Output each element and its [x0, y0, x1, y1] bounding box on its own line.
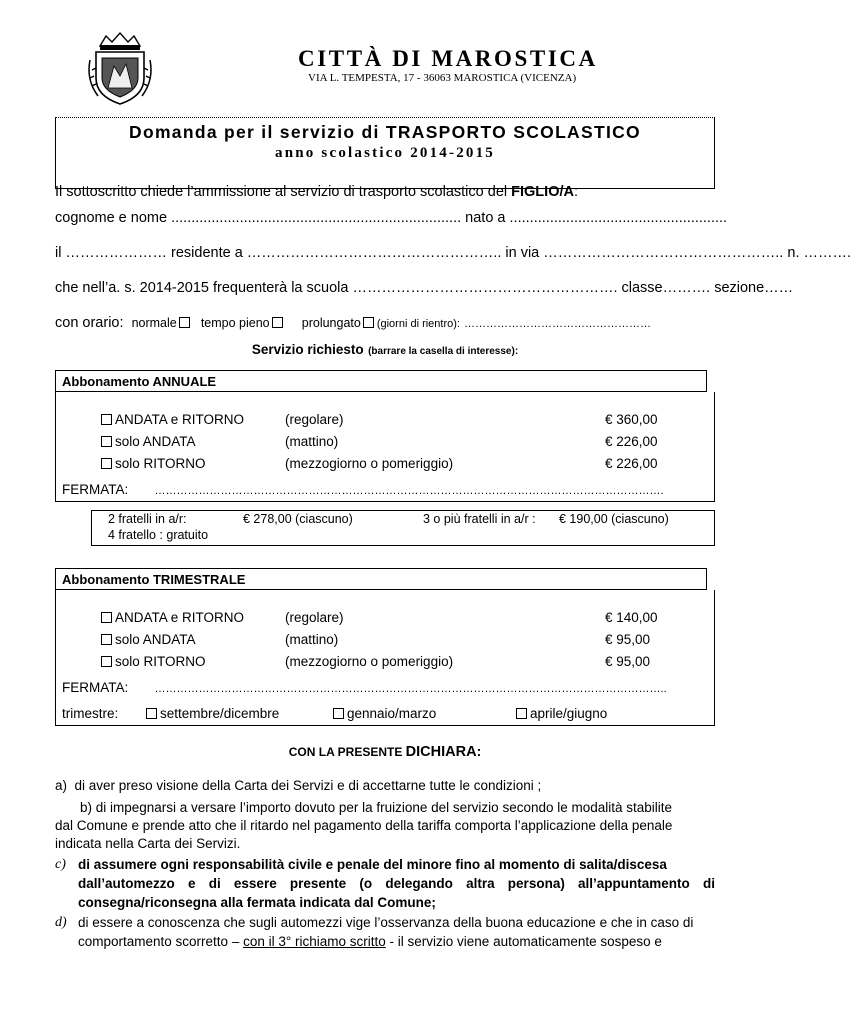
- annual-checkbox[interactable]: [101, 414, 112, 425]
- checkbox-extended[interactable]: [363, 317, 374, 328]
- annual-option-label: solo ANDATA: [115, 434, 196, 449]
- annual-stop-field[interactable]: ………………………………………………………………………………………………………………………….: [154, 485, 664, 497]
- siblings-three-label: 3 o più fratelli in a/r :: [423, 512, 536, 526]
- term-option-sept-dec[interactable]: settembre/dicembre: [146, 706, 279, 721]
- coat-of-arms-icon: [86, 30, 154, 106]
- street-field[interactable]: …………………………………………..: [543, 245, 784, 261]
- quarterly-option-description: (mattino): [285, 632, 339, 647]
- quarterly-option-price: € 140,00: [605, 610, 658, 625]
- annual-option-description: (mezzogiorno o pomeriggio): [285, 456, 454, 471]
- siblings-three-price: € 190,00 (ciascuno): [559, 512, 669, 526]
- clause-c-1: di assumere ogni responsabilità civile e penale del minore fino al momento di salita/discesa: [78, 857, 667, 872]
- quarterly-option-row[interactable]: [101, 610, 244, 625]
- residence-line: il ………………… residente a …………………………………………….. in via ………………………………………….. n. ……….: [55, 245, 851, 261]
- quarterly-option-price: € 95,00: [605, 654, 651, 669]
- declaration-heading: CON LA PRESENTE DICHIARA:: [288, 743, 482, 760]
- annual-option-price: € 226,00: [605, 434, 658, 449]
- quarterly-option-description: (mezzogiorno o pomeriggio): [285, 654, 454, 669]
- clause-d-mark: d): [55, 915, 67, 930]
- school-line: che nell’a. s. 2014-2015 frequenterà la scuola ………………………………………………. classe………. sezione……: [55, 280, 794, 296]
- quarterly-checkbox[interactable]: [101, 656, 112, 667]
- quarterly-option-label: solo ANDATA: [115, 632, 196, 647]
- city-title: CITTÀ DI MAROSTICA: [298, 46, 598, 71]
- annual-option-row[interactable]: [101, 412, 244, 427]
- surname-field[interactable]: ........................................................................: [171, 210, 462, 226]
- house-number-field[interactable]: ……….: [803, 245, 851, 261]
- checkbox-term-2[interactable]: [333, 708, 344, 719]
- quarterly-stop-field[interactable]: …………………………………………………………………………………………………………………………..: [154, 683, 667, 695]
- clause-c-3: consegna/riconsegna alla fermata indicata dal Comune;: [78, 895, 436, 910]
- form-title: Domanda per il servizio di TRASPORTO SCOLASTICO: [129, 122, 641, 142]
- annual-option-row[interactable]: [101, 434, 196, 449]
- quarterly-stop-line: FERMATA: …………………………………………………………………………………………………………………………..: [62, 680, 667, 695]
- city-address: VIA L. TEMPESTA, 17 - 36063 MAROSTICA (VICENZA): [308, 72, 577, 84]
- term-option-jan-mar[interactable]: gennaio/marzo: [333, 706, 436, 721]
- school-field[interactable]: ……………………………………………….: [352, 280, 618, 296]
- term-line: trimestre:: [62, 706, 119, 721]
- annual-heading: Abbonamento ANNUALE: [62, 374, 217, 389]
- annual-option-price: € 360,00: [605, 412, 658, 427]
- quarterly-option-description: (regolare): [285, 610, 344, 625]
- annual-option-description: (regolare): [285, 412, 344, 427]
- intro-line: Il sottoscritto chiede l’ammissione al servizio di trasporto scolastico del FIGLIO/A:: [55, 184, 579, 200]
- checkbox-term-1[interactable]: [146, 708, 157, 719]
- quarterly-checkbox[interactable]: [101, 634, 112, 645]
- siblings-two-price: € 278,00 (ciascuno): [243, 512, 353, 526]
- annual-option-description: (mattino): [285, 434, 339, 449]
- quarterly-checkbox[interactable]: [101, 612, 112, 623]
- siblings-two-label: 2 fratelli in a/r:: [108, 512, 187, 526]
- quarterly-option-price: € 95,00: [605, 632, 651, 647]
- clause-d-1: di essere a conoscenza che sugli automezzi vige l’osservanza della buona educazione e che in caso di: [78, 915, 694, 930]
- clause-c-mark: c): [55, 857, 66, 872]
- term-option-apr-jun[interactable]: aprile/giugno: [516, 706, 607, 721]
- section-field[interactable]: ……: [764, 280, 794, 296]
- quarterly-option-label: ANDATA e RITORNO: [115, 610, 245, 625]
- birthdate-field[interactable]: …………………: [65, 245, 167, 261]
- quarterly-option-row[interactable]: [101, 654, 206, 669]
- checkbox-full-time[interactable]: [272, 317, 283, 328]
- annual-option-price: € 226,00: [605, 456, 658, 471]
- annual-checkbox[interactable]: [101, 458, 112, 469]
- checkbox-term-3[interactable]: [516, 708, 527, 719]
- clause-b-3: indicata nella Carta dei Servizi.: [55, 836, 241, 851]
- quarterly-option-label: solo RITORNO: [115, 654, 206, 669]
- checkbox-normal[interactable]: [179, 317, 190, 328]
- annual-option-label: solo RITORNO: [115, 456, 206, 471]
- service-heading: Servizio richiesto (barrare la casella di interesse):: [251, 342, 519, 357]
- clause-b-1: b) di impegnarsi a versare l’importo dovuto per la fruizione del servizio secondo le modalità stabilite: [80, 800, 673, 815]
- residence-field[interactable]: ……………………………………………..: [246, 245, 502, 261]
- annual-option-row[interactable]: [101, 456, 206, 471]
- clause-d-2: comportamento scorretto – con il 3° richiamo scritto - il servizio viene automaticamente sospeso e: [78, 934, 662, 949]
- annual-checkbox[interactable]: [101, 436, 112, 447]
- return-days-field[interactable]: ……………………………………………: [464, 318, 651, 330]
- school-year: anno scolastico 2014-2015: [275, 145, 495, 161]
- siblings-four-label: 4 fratello : gratuito: [108, 528, 209, 542]
- quarterly-heading: Abbonamento TRIMESTRALE: [62, 572, 246, 587]
- schedule-line: con orario: normale tempo pieno prolungato (giorni di rientro): ……………………………………………: [55, 315, 651, 331]
- class-field[interactable]: ……….: [662, 280, 711, 296]
- quarterly-option-row[interactable]: [101, 632, 196, 647]
- annual-stop-line: FERMATA: ………………………………………………………………………………………………………………………….: [62, 482, 664, 497]
- clause-c-2: dall’automezzo e di essere presente (o delegando altra persona) all’appuntamento di: [78, 876, 715, 891]
- clause-b-2: dal Comune e prende atto che il ritardo nel pagamento della tariffa comporta l’applicazione della penale: [55, 818, 673, 833]
- name-line: cognome e nome ........................................................................ nato a ......................................................: [55, 210, 728, 226]
- annual-option-label: ANDATA e RITORNO: [115, 412, 245, 427]
- clause-a: a) di aver preso visione della Carta dei Servizi e di accettarne tutte le condizioni ;: [55, 778, 542, 793]
- birthplace-field[interactable]: ......................................................: [509, 210, 728, 226]
